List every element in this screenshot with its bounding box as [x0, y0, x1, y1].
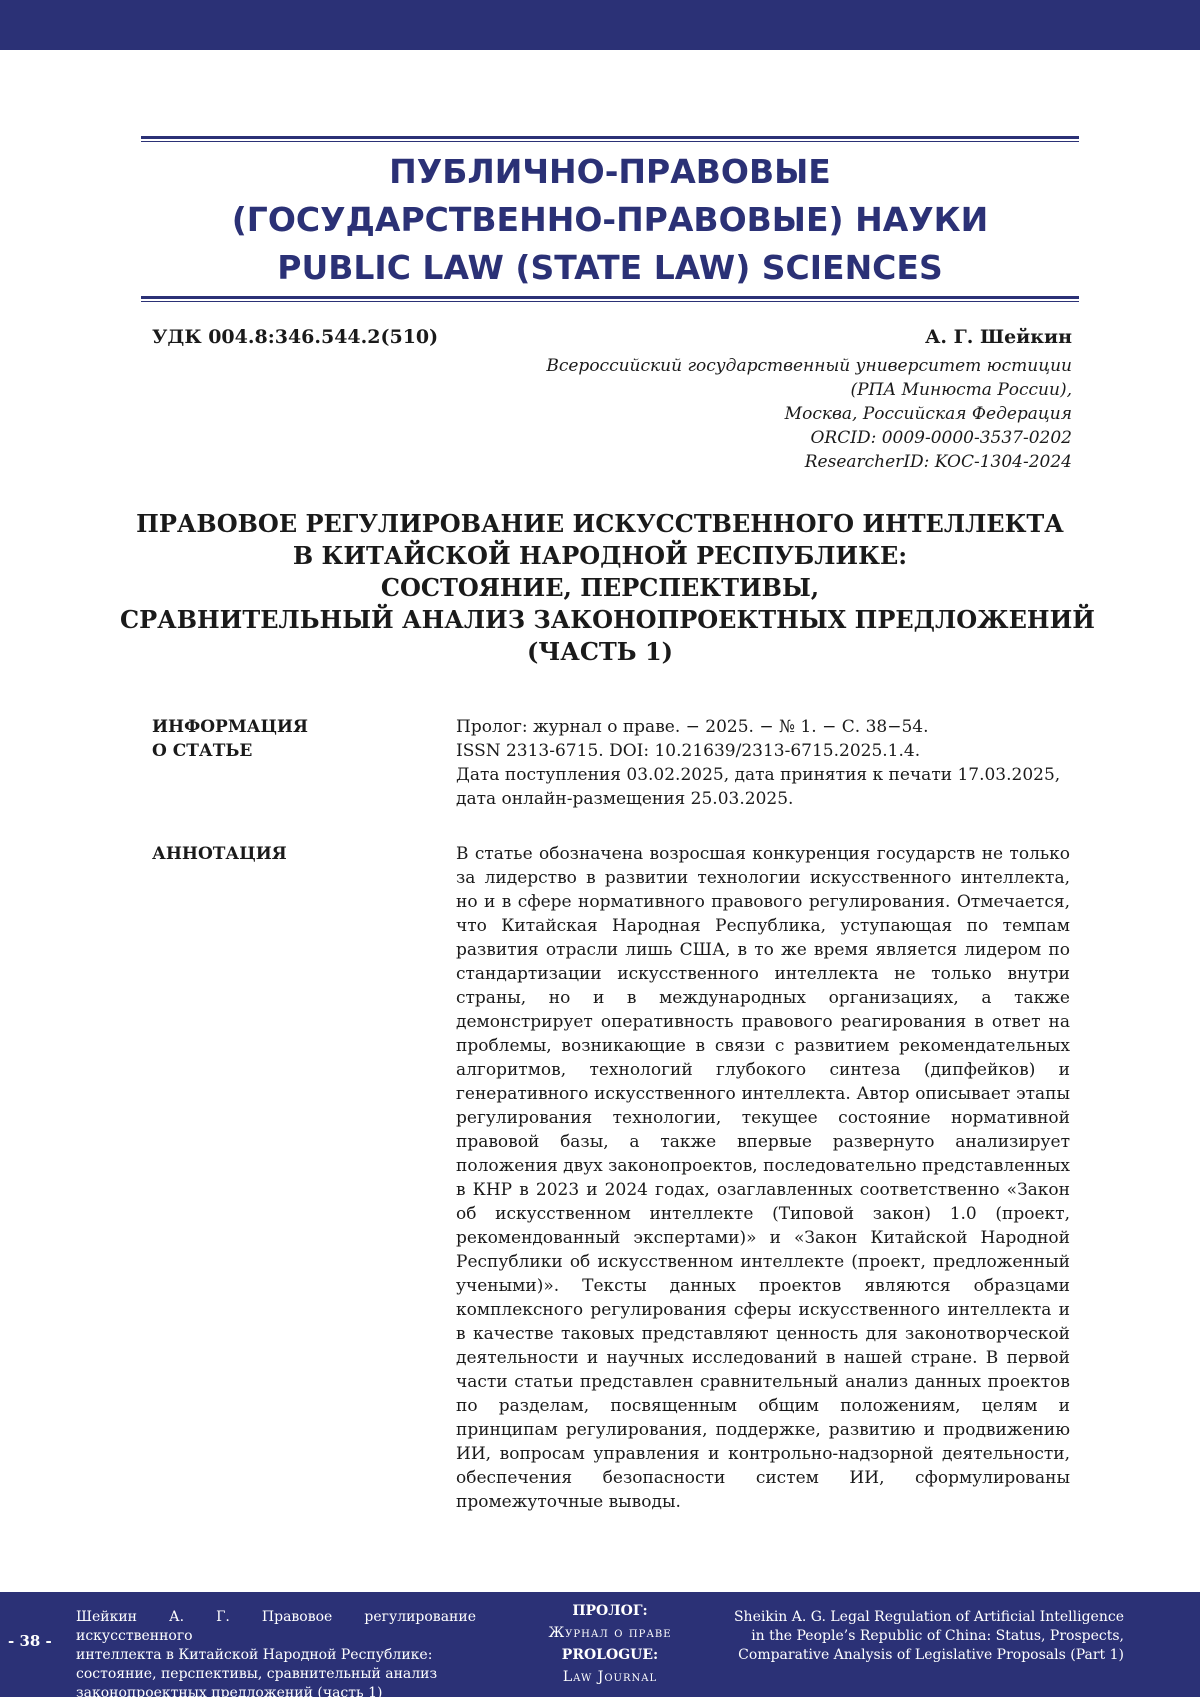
- footer-ru-line: Шейкин А. Г. Правовое регулирование искусственного: [76, 1609, 476, 1644]
- article-title: [120, 508, 1095, 668]
- footer-ru-line: законопроектных предложений (часть 1): [76, 1685, 383, 1701]
- footer-en-line: in the People’s Republic of China: Status, Prospects,: [751, 1628, 1124, 1644]
- page-footer: [0, 1592, 1200, 1701]
- issn-doi-line: ISSN 2313-6715. DOI: 10.21639/2313-6715.2025.1.4.: [456, 741, 921, 761]
- author-block: [546, 326, 1072, 474]
- affiliation-line: (РПА Минюста России),: [850, 380, 1072, 400]
- title-line: СОСТОЯНИЕ, ПЕРСПЕКТИВЫ,: [380, 573, 820, 602]
- citation-line: Пролог: журнал о праве. − 2025. − № 1. − С. 38−54.: [456, 717, 929, 737]
- abstract-label: АННОТАЦИЯ: [152, 844, 287, 864]
- footer-citation-ru: [76, 1608, 476, 1703]
- title-line: (ЧАСТЬ 1): [527, 637, 673, 666]
- researcher-id: ResearcherID: KOC-1304-2024: [804, 452, 1072, 472]
- journal-subtitle-ru: Журнал о праве: [548, 1625, 672, 1641]
- footer-ru-line: интеллекта в Китайской Народной Республике:: [76, 1647, 433, 1663]
- journal-name: [500, 1600, 720, 1688]
- author-name: А. Г. Шейкин: [924, 326, 1072, 348]
- affiliation-line: Москва, Российская Федерация: [784, 404, 1072, 424]
- top-color-band: [0, 0, 1200, 50]
- header-rule-top: [141, 136, 1079, 142]
- affiliation-line: Всероссийский государственный университет юстиции: [546, 356, 1072, 376]
- info-label-line: ИНФОРМАЦИЯ: [152, 717, 308, 737]
- info-label: [152, 715, 308, 763]
- header-rule-bottom: [141, 296, 1079, 302]
- footer-en-line: Comparative Analysis of Legislative Proposals (Part 1): [738, 1647, 1124, 1663]
- section-header: [141, 136, 1079, 302]
- footer-citation-en: [704, 1608, 1124, 1665]
- abstract-text: В статье обозначена возросшая конкуренция государств не только за лидерство в развитии технологии искусственного интеллекта, но и в сфере нормативного правового регулирования. Отмечается, что Китайская Народная Республика, уступающая по темпам развития отрасли лишь США, в то же время является лидером по стандартизации искусственного интеллекта не только внутри страны, но и в международных организациях, а также демонстрирует оперативность правового реагирования в ответ на проблемы, возникающие в связи с развитием рекомендательных алгоритмов, технологий глубокого синтеза (дипфейков) и генеративного искусственного интеллекта. Автор описывает этапы регулирования технологии, текущее состояние нормативной правовой базы, а также впервые развернуто анализирует положения двух законопроектов, последовательно представленных в КНР в 2023 и 2024 годах, озаглавленных соответственно «Закон об искусственном интеллекте (Типовой закон) 1.0 (проект, рекомендованный экспертами)» и «Закон Китайской Народной Республики об искусственном интеллекте (проект, предложенный учеными)». Тексты данных проектов являются образцами комплексного регулирования сферы искусственного интеллекта и в качестве таковых представляют ценность для законотворческой деятельности и научных исследований в нашей стране. В первой части статьи представлен сравнительный анализ данных проектов по разделам, посвященным общим положениям, целям и принципам регулирования, поддержке, развитию и продвижению ИИ, вопросам управления и контрольно-надзорной деятельности, обеспечения безопасности систем ИИ, сформулированы промежуточные выводы.: [456, 844, 1070, 1512]
- footer-en-line: Sheikin A. G. Legal Regulation of Artificial Intelligence: [733, 1609, 1124, 1625]
- journal-name-en: PROLOGUE:: [561, 1647, 659, 1663]
- udk-code: УДК 004.8:346.544.2(510): [152, 326, 439, 348]
- section-title-line: (ГОСУДАРСТВЕННО-ПРАВОВЫЕ) НАУКИ: [231, 200, 989, 239]
- section-title: [141, 148, 1079, 292]
- author-affiliation: [546, 354, 1072, 474]
- journal-subtitle-en: Law Journal: [562, 1669, 658, 1685]
- title-line: ПРАВОВОЕ РЕГУЛИРОВАНИЕ ИСКУССТВЕННОГО ИНТЕЛЛЕКТА: [136, 509, 1064, 538]
- section-title-line: PUBLIC LAW (STATE LAW) SCIENCES: [277, 248, 943, 287]
- article-info: [456, 715, 1070, 811]
- footer-ru-line: состояние, перспективы, сравнительный анализ: [76, 1666, 438, 1682]
- journal-name-ru: ПРОЛОГ:: [572, 1603, 648, 1619]
- info-label-line: О СТАТЬЕ: [152, 741, 253, 761]
- dates-line: Дата поступления 03.02.2025, дата принятия к печати 17.03.2025,: [456, 765, 1061, 785]
- dates-line: дата онлайн-размещения 25.03.2025.: [456, 789, 794, 809]
- title-line: В КИТАЙСКОЙ НАРОДНОЙ РЕСПУБЛИКЕ:: [292, 541, 908, 570]
- section-title-line: ПУБЛИЧНО-ПРАВОВЫЕ: [389, 152, 831, 191]
- orcid: ORCID: 0009-0000-3537-0202: [810, 428, 1072, 448]
- title-line: СРАВНИТЕЛЬНЫЙ АНАЛИЗ ЗАКОНОПРОЕКТНЫХ ПРЕДЛОЖЕНИЙ: [120, 605, 1095, 634]
- page-number: - 38 -: [8, 1632, 52, 1650]
